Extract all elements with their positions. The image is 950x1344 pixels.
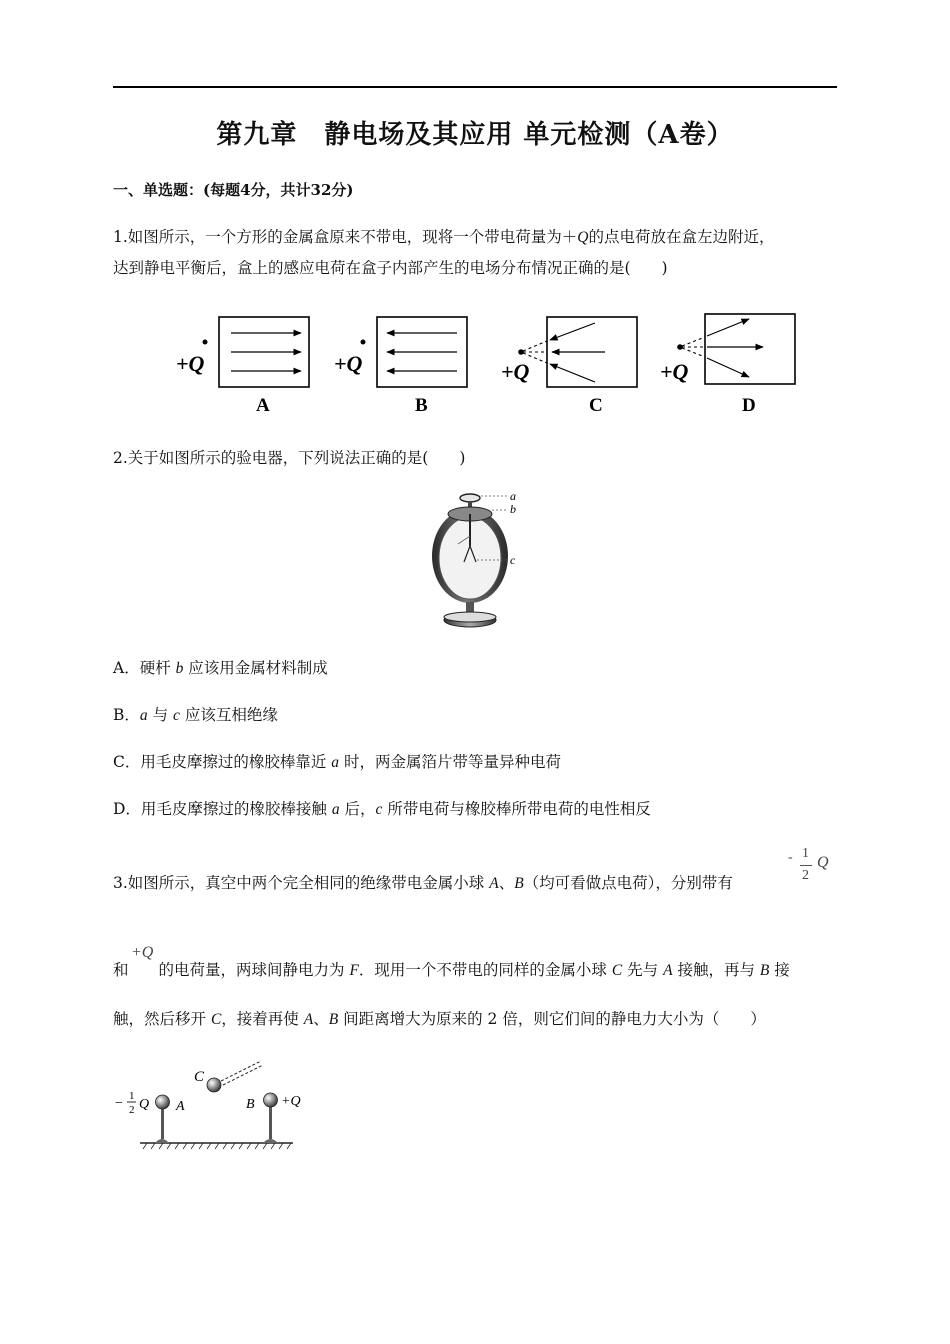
- point-charge: [361, 340, 366, 345]
- q2-option-b: B．a 与 c 应该互相绝缘: [113, 706, 278, 724]
- left-q: Q: [139, 1097, 150, 1112]
- field-line: [550, 364, 595, 382]
- stand-b-base: [263, 1139, 278, 1143]
- q1-line1: 1.如图所示，一个方形的金属盒原来不带电，现将一个带电荷量为＋Q的点电荷放在盒左边附近，: [113, 228, 775, 246]
- q1-option-c-diagram: [501, 317, 637, 416]
- label-b: b: [510, 502, 516, 516]
- insulating-rod: [221, 1061, 261, 1081]
- minus-sign: -: [788, 850, 793, 865]
- stand-base-top: [444, 612, 496, 622]
- point-charge: [203, 340, 208, 345]
- field-line: [707, 319, 749, 336]
- ball-a: [156, 1095, 170, 1109]
- q2-option-c: C．用毛皮摩擦过的橡胶棒靠近 a 时，两金属箔片带等量异种电荷: [113, 753, 561, 771]
- charge-label: +Q: [176, 351, 205, 376]
- fraction-variable: Q: [817, 854, 829, 871]
- half-denominator: 2: [129, 1104, 135, 1116]
- ground-hatching: [143, 1143, 291, 1149]
- section-heading: 一、单选题：(每题4分，共计32分): [113, 181, 354, 199]
- label-c: c: [510, 553, 516, 567]
- field-line: [707, 358, 749, 377]
- fraction-bar: [800, 865, 812, 866]
- ball-c: [207, 1078, 221, 1092]
- option-label: D: [742, 395, 756, 416]
- fraction-numerator: 1: [802, 846, 809, 861]
- point-charge: [518, 349, 524, 355]
- page-title: 第九章 静电场及其应用 单元检测（A卷）: [216, 120, 734, 150]
- charge-label: +Q: [334, 351, 363, 376]
- q3-line2: 和 的电荷量，两球间静电力为 F．现用一个不带电的同样的金属小球 C 先与 A 接触，再与 B 接: [113, 961, 790, 979]
- q3-figure: [113, 1055, 313, 1155]
- positive-q: +Q: [131, 944, 154, 961]
- dashed-extension: [682, 348, 705, 357]
- right-charge: +Q: [281, 1094, 301, 1109]
- option-label: C: [589, 395, 603, 416]
- fraction-denominator: 2: [802, 868, 809, 883]
- q3-line1: 3.如图所示，真空中两个完全相同的绝缘带电金属小球 A、B（均可看做点电荷），分别带有: [113, 874, 733, 892]
- half-numerator: 1: [129, 1090, 135, 1102]
- point-charge: [677, 344, 683, 350]
- label-a: a: [510, 489, 516, 503]
- q1-figure: [165, 305, 815, 423]
- dashed-extension: [523, 341, 547, 351]
- q1-option-d-diagram: [660, 314, 795, 416]
- q2-option-d: D．用毛皮摩擦过的橡胶棒接触 a 后，c 所带电荷与橡胶棒所带电荷的电性相反: [113, 800, 651, 818]
- q2-stem: 2.关于如图所示的验电器，下列说法正确的是( ): [113, 449, 466, 467]
- field-line: [550, 323, 595, 340]
- q3-line3: 触，然后移开 C，接着再使 A、B 间距离增大为原来的 2 倍，则它们间的静电力大小为（ ）: [113, 1010, 766, 1028]
- stand-b: [269, 1107, 272, 1139]
- label-a: A: [176, 1099, 185, 1114]
- option-label: B: [415, 395, 428, 416]
- dashed-extension: [682, 337, 705, 346]
- q1-option-b-diagram: [334, 317, 467, 416]
- negative-half-q: [788, 846, 836, 895]
- ball-b: [264, 1093, 278, 1107]
- option-label: A: [256, 395, 270, 416]
- insulating-rod: [223, 1065, 263, 1085]
- top-rule: [113, 86, 837, 88]
- metal-knob: [460, 494, 480, 502]
- label-b: B: [246, 1097, 255, 1112]
- label-c: C: [194, 1069, 205, 1085]
- stand-a: [161, 1109, 164, 1139]
- q2-option-a: A．硬杆 b 应该用金属材料制成: [113, 659, 328, 677]
- electroscope-figure: [420, 488, 530, 633]
- q1-line2: 达到静电平衡后，盒上的感应电荷在盒子内部产生的电场分布情况正确的是( ): [113, 259, 668, 277]
- q1-option-a-diagram: [176, 317, 309, 416]
- charge-label: +Q: [660, 359, 689, 384]
- stand-a-base: [155, 1139, 169, 1143]
- left-minus: −: [115, 1096, 123, 1111]
- metal-box: [705, 314, 795, 384]
- charge-label: +Q: [501, 359, 530, 384]
